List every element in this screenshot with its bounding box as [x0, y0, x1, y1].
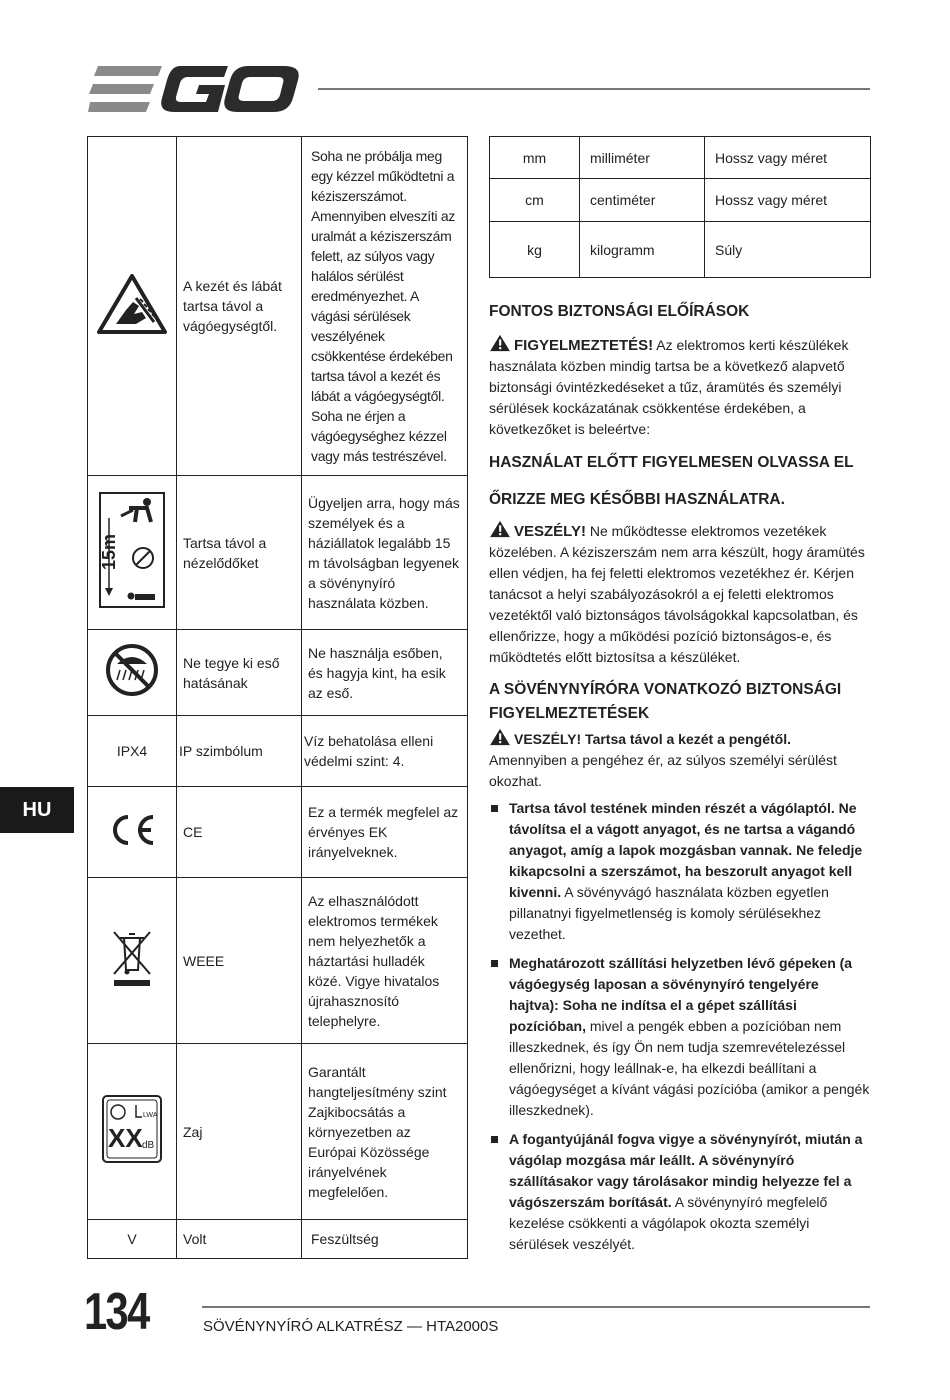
hand-blade-warning-icon — [96, 272, 168, 336]
symbols-table — [87, 136, 468, 1259]
table-row — [88, 716, 468, 787]
distance-label: 15m — [99, 533, 119, 570]
list-item — [489, 1129, 871, 1255]
table-row — [88, 878, 468, 1044]
symbol-meaning: Víz behatolása elleni védelmi szint: 4. — [302, 716, 468, 787]
bullet-text: A sövényvágó használata közben egyetlen pillanatnyi figyelmetlenség is komoly sérülésekhez vezethet. — [509, 884, 829, 942]
symbol-name: CE — [177, 787, 302, 878]
symbol-cell — [88, 630, 177, 716]
symbol-meaning: Ügyeljen arra, hogy más személyek és a háziállatok legalább 15 m távolságban legyenek a sövénynyíró használata közben. — [302, 476, 468, 630]
symbol-name: IP szimbólum — [177, 716, 302, 787]
danger2-paragraph — [489, 728, 871, 792]
warning-label: FIGYELMEZTETÉS! — [514, 337, 654, 354]
bullet-bold-text: Tartsa távol testének minden részét a vágólaptól. Ne távolítsa el a vágott anyagot, és ne tartsa a vágandó anyagot, amíg a lapok mozgásban vannak. Ne feledje kikapcsolni a szerszámot, ha beszorult anyagot kell kivenni. — [509, 800, 863, 900]
danger-text: Ne működtesse elektromos vezetékek közelében. A kéziszerszám nem arra készült, hogy áramütés ellen védjen, ha fej feletti elektromos vezetékhez ér. Kérjen tanácsot a helyi szabályozásokról a ej feletti elektromos vezetéktől való biztonságos távolságokkal kapcsolatban, és ellenőrizze, hogy a működési pozíció biztonságos-e, és működtetés előtt biztosítsa a készüléket. — [489, 523, 865, 665]
noise-value-label: XX — [108, 1123, 143, 1153]
unit-meaning: Hossz vagy méret — [705, 179, 871, 222]
warning-text: Az elektromos kerti készülékek használata közben mindig tartsa be a következő alapvető biztonsági óvintézkedéseket a tűz, áramütés és személyi sérülések kockázatának csökkentése érdekében, a következőket is beleértve: — [489, 337, 849, 437]
symbol-cell — [88, 878, 177, 1044]
unit-name: milliméter — [580, 137, 705, 179]
db-label: dB — [142, 1140, 155, 1151]
danger2-label: VESZÉLY! Tartsa távol a kezét a pengétől. — [514, 731, 791, 747]
danger-paragraph — [489, 520, 871, 668]
table-row — [88, 1044, 468, 1220]
bullet-square-icon — [491, 805, 498, 812]
symbol-meaning: Garantált hangteljesítmény szint Zajkibocsátás a környezetben az Európai Közössége irányelvének megfelelően. — [302, 1044, 468, 1220]
ego-logo — [88, 64, 300, 114]
header-rule — [318, 88, 870, 90]
bystander-distance-icon — [99, 492, 165, 608]
unit-abbr: kg — [490, 222, 580, 278]
table-row — [88, 137, 468, 476]
section-heading: A SÖVÉNYNYÍRÓRA VONATKOZÓ BIZTONSÁGI FIGYELMEZTETÉSEK — [489, 681, 842, 722]
symbol-name: Ne tegye ki eső hatásának — [177, 630, 302, 716]
warning-triangle-icon — [489, 728, 511, 746]
table-row — [88, 787, 468, 878]
table-row — [490, 179, 871, 222]
table-row — [490, 137, 871, 179]
symbol-name: Zaj — [177, 1044, 302, 1220]
section-heading: HASZNÁLAT ELŐTT FIGYELMESEN OLVASSA EL — [489, 454, 854, 471]
unit-name: kilogramm — [580, 222, 705, 278]
bullet-square-icon — [491, 1136, 498, 1143]
bullet-text: A sövénynyíró megfelelő kezelése csökkenti a vágólapok okozta személyi sérülések veszélyét. — [509, 1194, 828, 1252]
symbol-meaning: Soha ne próbálja meg egy kézzel működtetni a kéziszerszámot. Amennyiben elveszíti az uralmát a kéziszerszám felett, az súlyos vagy halálos sérülést eredményezhet. A vágási sérülések veszélyének csökkentése érdekében tartsa távol a kezét és lábát a vágóegységtől. Soha ne érjen a vágóegységhez kézzel vagy más testrészével. — [302, 137, 468, 476]
symbol-meaning: Feszültség — [302, 1220, 468, 1259]
symbol-meaning: Az elhasználódott elektromos termékek nem helyezhetők a háztartási hulladék közé. Vigye hivatalos újrahasznosító telephelyre. — [302, 878, 468, 1044]
no-rain-icon — [104, 642, 160, 698]
symbol-cell — [88, 476, 177, 630]
bullet-text: mivel a pengék ebben a pozícióban nem illeszkednek, és így Ön nem tudja szemrevételezéssel ellenőrizni, hogy leállnak-e, ha elkezdi beállítani a vágóegységet a kívánt vágási pozícióba (amikor a pengék illeszkednek). — [509, 1018, 870, 1118]
safety-section — [489, 300, 871, 1263]
units-table — [489, 136, 871, 278]
symbol-name: Volt — [177, 1220, 302, 1259]
table-row — [88, 630, 468, 716]
symbol-cell — [88, 137, 177, 476]
symbol-name: A kezét és lábát tartsa távol a vágóegységtől. — [177, 137, 302, 476]
warning-triangle-icon — [489, 334, 511, 352]
unit-meaning: Súly — [705, 222, 871, 278]
bullet-square-icon — [491, 960, 498, 967]
unit-name: centiméter — [580, 179, 705, 222]
footer-rule — [202, 1306, 870, 1308]
symbol-name: WEEE — [177, 878, 302, 1044]
bullet-bold-text: A fogantyújánál fogva vigye a sövénynyírót, miután a vágólap mozgása már leállt. A sövénynyíró szállításakor vagy tárolásakor mindig helyezze fel a vágószerszám borítását. — [509, 1131, 863, 1210]
unit-abbr: mm — [490, 137, 580, 179]
table-row — [490, 222, 871, 278]
ce-mark-icon — [107, 813, 157, 847]
danger-label: VESZÉLY! — [514, 523, 586, 540]
danger2-text: Amennyiben a pengéhez ér, az súlyos személyi sérülést okozhat. — [489, 752, 837, 789]
list-item — [489, 798, 871, 945]
unit-abbr: cm — [490, 179, 580, 222]
section-heading: ŐRIZZE MEG KÉSŐBBI HASZNÁLATRA. — [489, 491, 785, 508]
section-heading: FONTOS BIZTONSÁGI ELŐÍRÁSOK — [489, 303, 750, 320]
page-number: 134 — [84, 1283, 149, 1341]
warning-paragraph — [489, 334, 871, 440]
noise-level-icon — [102, 1095, 162, 1163]
bullet-list — [489, 798, 871, 1255]
language-tab: HU — [0, 787, 74, 833]
bullet-bold-text: Meghatározott szállítási helyzetben lévő gépeken (a vágóegység laposan a sövénynyíró tengelyére hajtva): Soha ne indítsa el a gépet szállítási pozícióban, — [509, 955, 853, 1034]
list-item — [489, 953, 871, 1121]
lwa-label: LWA — [143, 1112, 158, 1119]
table-row — [88, 1220, 468, 1259]
weee-bin-icon — [110, 928, 154, 988]
symbol-meaning: Ez a termék megfelel az érvényes EK irányelveknek. — [302, 787, 468, 878]
table-row — [88, 476, 468, 630]
symbol-cell — [88, 1044, 177, 1220]
symbol-text: V — [88, 1220, 177, 1259]
warning-triangle-icon — [489, 520, 511, 538]
footer-title: SÖVÉNYNYÍRÓ ALKATRÉSZ — HTA2000S — [203, 1318, 499, 1335]
unit-meaning: Hossz vagy méret — [705, 137, 871, 179]
symbol-name: Tartsa távol a nézelődőket — [177, 476, 302, 630]
symbol-cell — [88, 787, 177, 878]
symbol-text: IPX4 — [88, 716, 177, 787]
symbol-meaning: Ne használja esőben, és hagyja kint, ha esik az eső. — [302, 630, 468, 716]
